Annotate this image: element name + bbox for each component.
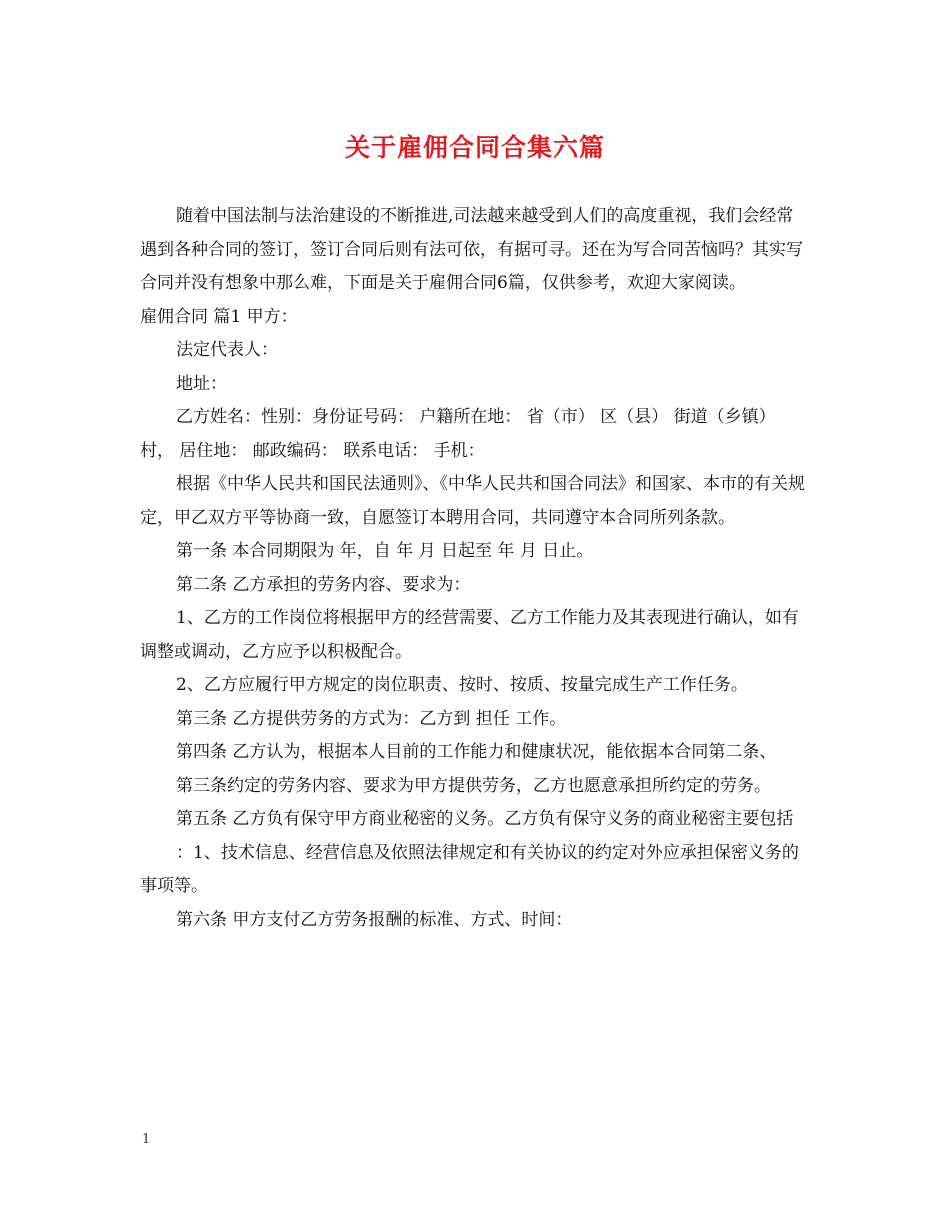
article-5-paragraph: 第五条 乙方负有保守甲方商业秘密的义务。乙方负有保守义务的商业秘密主要包括 bbox=[176, 809, 794, 829]
article-6-paragraph: 第六条 甲方支付乙方劳务报酬的标准、方式、时间： bbox=[176, 909, 573, 930]
address-line: 地址： bbox=[176, 373, 227, 394]
party-b-info-paragraph: 乙方姓名：性别：身份证号码： 户籍所在地： 省（市） 区（县） 街道（乡镇） 村， 居住地： 邮政编码： 联系电话： 手机： bbox=[140, 407, 776, 461]
article-4-continuation: 第三条约定的劳务内容、要求为甲方提供劳务，乙方也愿意承担所约定的劳务。 bbox=[176, 775, 771, 796]
article-2-item-1: 1、乙方的工作岗位将根据甲方的经营需要、乙方工作能力及其表现进行确认，如有调整或调动，乙方应予以积极配合。 bbox=[140, 608, 799, 662]
basis-paragraph: 根据《中华人民共和国民法通则》、《中华人民共和国合同法》和国家、本市的有关规定，甲乙双方平等协商一致，自愿签订本聘用合同，共同遵守本合同所列条款。 bbox=[140, 474, 805, 528]
article-4-paragraph: 第四条 乙方认为，根据本人目前的工作能力和健康状况，能依据本合同第二条、 bbox=[176, 742, 777, 762]
article-1-paragraph: 第一条 本合同期限为 年，自 年 月 日起至 年 月 日止。 bbox=[176, 541, 594, 561]
article-5-item-1: ：1、技术信息、经营信息及依照法律规定和有关协议的约定对外应承担保密义务的事项等。 bbox=[140, 842, 799, 896]
intro-paragraph: 随着中国法制与法治建设的不断推进,司法越来越受到人们的高度重视，我们会经常遇到各种合同的签订，签订合同后则有法可依，有据可寻。还在为写合同苦恼吗？其实写合同并没有想象中那么难，下面是关于雇佣合同6篇，仅供参考，欢迎大家阅读。 bbox=[140, 206, 803, 293]
legal-representative-line: 法定代表人： bbox=[176, 340, 278, 360]
document-title: 关于雇佣合同合集六篇 bbox=[344, 133, 605, 162]
article-2-item-2: 2、乙方应履行甲方规定的岗位职责、按时、按质、按量完成生产工作任务。 bbox=[176, 675, 748, 695]
article-3-paragraph: 第三条 乙方提供劳务的方式为：乙方到 担任 工作。 bbox=[176, 708, 567, 729]
document-body bbox=[140, 200, 810, 937]
contract-heading-line: 雇佣合同 篇1 甲方： bbox=[140, 306, 298, 327]
page-number: 1 bbox=[142, 1132, 151, 1147]
article-2-paragraph: 第二条 乙方承担的劳务内容、要求为： bbox=[176, 574, 471, 595]
